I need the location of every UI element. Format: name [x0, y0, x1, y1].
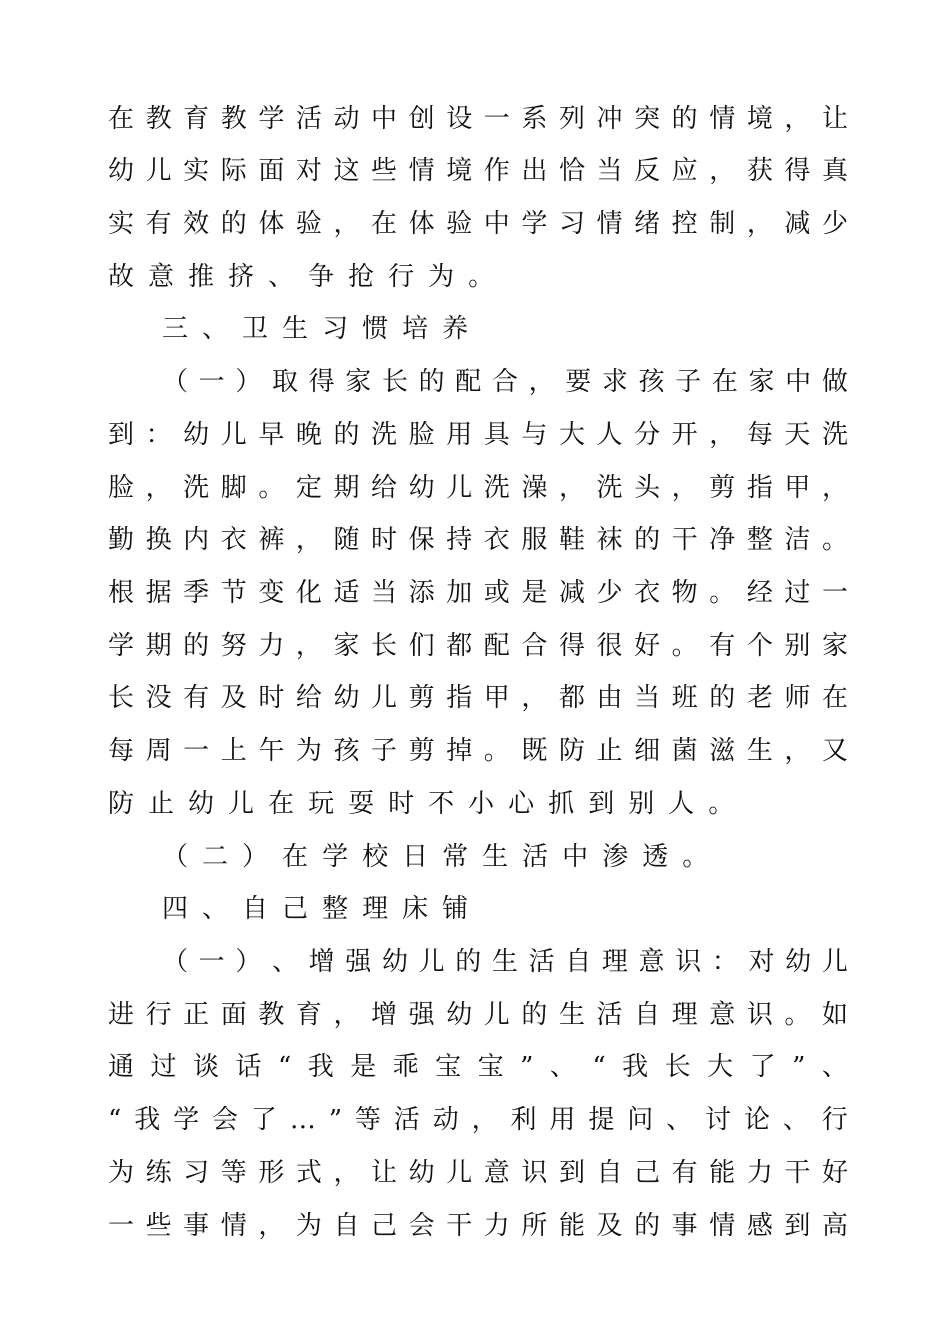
text-line: 到 ： 幼 儿 早 晚 的 洗 脸 用 具 与 大 人 分 开 ， 每 天 洗 [108, 420, 848, 450]
text-line: 根 据 季 节 变 化 适 当 添 加 或 是 减 少 衣 物 。 经 过 一 [108, 578, 848, 608]
text-line: 故 意 推 挤 、 争 抢 行 为 。 [108, 262, 495, 292]
section-heading: 三 、 卫 生 习 惯 培 养 [162, 314, 469, 344]
section-heading: 四 、 自 己 整 理 床 铺 [162, 894, 469, 924]
text-line: 长 没 有 及 时 给 幼 儿 剪 指 甲 ， 都 由 当 班 的 老 师 在 [108, 683, 848, 713]
text-line: 通 过 谈 话 “ 我 是 乖 宝 宝 ” 、 “ 我 长 大 了 ” 、 [108, 1052, 848, 1082]
text-line: 一 些 事 情 ， 为 自 己 会 干 力 所 能 及 的 事 情 感 到 高 [108, 1211, 848, 1241]
text-line: 每 周 一 上 午 为 孩 子 剪 掉 。 既 防 止 细 菌 滋 生 ， 又 [108, 736, 848, 766]
text-line: 在 教 育 教 学 活 动 中 创 设 一 系 列 冲 突 的 情 境 ， 让 [108, 104, 848, 134]
text-line: 进 行 正 面 教 育 ， 增 强 幼 儿 的 生 活 自 理 意 识 。 如 [108, 1000, 848, 1030]
text-line: 勤 换 内 衣 裤 ， 随 时 保 持 衣 服 鞋 袜 的 干 净 整 洁 。 [108, 525, 848, 555]
text-line: 脸 ， 洗 脚 。 定 期 给 幼 儿 洗 澡 ， 洗 头 ， 剪 指 甲 ， [108, 473, 848, 503]
paragraph-first-line: （ 一 ） 取 得 家 长 的 配 合 ， 要 求 孩 子 在 家 中 做 [162, 367, 848, 397]
text-line: 为 练 习 等 形 式 ， 让 幼 儿 意 识 到 自 己 有 能 力 干 好 [108, 1158, 848, 1188]
text-line: “ 我 学 会 了 … ” 等 活 动 ， 利 用 提 问 、 讨 论 、 行 [108, 1105, 848, 1135]
subsection-line: （ 二 ） 在 学 校 日 常 生 活 中 渗 透 。 [162, 842, 709, 872]
text-line: 防 止 幼 儿 在 玩 耍 时 不 小 心 抓 到 别 人 。 [108, 789, 735, 819]
paragraph-first-line: （ 一 ） 、 增 强 幼 儿 的 生 活 自 理 意 识 ： 对 幼 儿 [162, 947, 848, 977]
text-line: 实 有 效 的 体 验 ， 在 体 验 中 学 习 情 绪 控 制 ， 减 少 [108, 209, 848, 239]
text-line: 学 期 的 努 力 ， 家 长 们 都 配 合 得 很 好 。 有 个 别 家 [108, 631, 848, 661]
text-line: 幼 儿 实 际 面 对 这 些 情 境 作 出 恰 当 反 应 ， 获 得 真 [108, 156, 848, 186]
